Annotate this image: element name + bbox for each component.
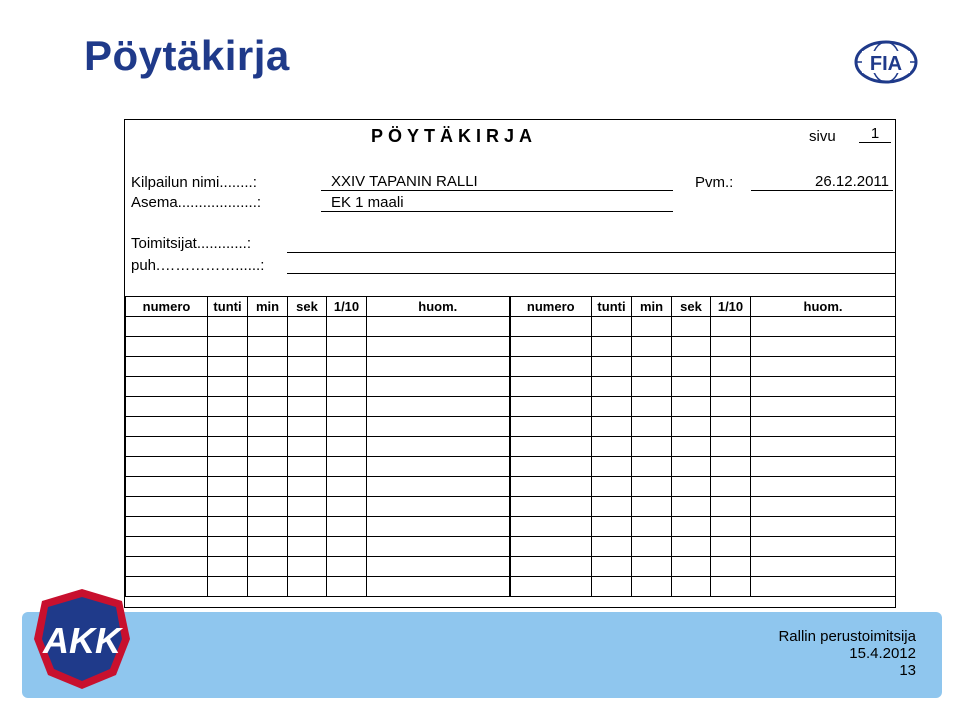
table-cell: [208, 417, 248, 437]
table-cell: [126, 397, 208, 417]
table-cell: [327, 557, 367, 577]
table-cell: [711, 537, 751, 557]
table-cell: [672, 317, 711, 337]
table-row: [126, 577, 896, 597]
page-label: sivu: [809, 128, 836, 145]
table-cell: [592, 577, 632, 597]
table-cell: [510, 317, 592, 337]
table-cell: [592, 417, 632, 437]
table-row: [126, 377, 896, 397]
table-cell: [751, 577, 896, 597]
table-cell: [248, 577, 288, 597]
table-cell: [711, 337, 751, 357]
table-cell: [367, 317, 510, 337]
table-cell: [367, 337, 510, 357]
table-row: [126, 437, 896, 457]
table-cell: [327, 437, 367, 457]
table-cell: [288, 497, 327, 517]
table-cell: [510, 517, 592, 537]
fia-logo-text: FIA: [869, 53, 903, 75]
phone-line: [287, 273, 895, 274]
station-value: EK 1 maali: [321, 194, 673, 212]
table-cell: [248, 497, 288, 517]
column-header: tunti: [208, 297, 248, 317]
table-cell: [248, 317, 288, 337]
table-cell: [751, 337, 896, 357]
table-cell: [632, 557, 672, 577]
footer-course-title: Rallin perustoimitsija: [778, 628, 916, 645]
table-cell: [126, 437, 208, 457]
table-cell: [288, 357, 327, 377]
table-row: [126, 497, 896, 517]
table-cell: [288, 517, 327, 537]
table-cell: [126, 557, 208, 577]
table-cell: [592, 437, 632, 457]
table-cell: [592, 457, 632, 477]
table-cell: [248, 397, 288, 417]
table-cell: [672, 437, 711, 457]
table-cell: [126, 517, 208, 537]
table-cell: [327, 577, 367, 597]
page-value: 1: [859, 125, 891, 143]
table-cell: [327, 377, 367, 397]
table-cell: [711, 417, 751, 437]
table-cell: [751, 377, 896, 397]
table-cell: [367, 557, 510, 577]
table-cell: [288, 577, 327, 597]
event-name-value: XXIV TAPANIN RALLI: [321, 173, 673, 191]
table-cell: [208, 317, 248, 337]
table-cell: [288, 317, 327, 337]
table-cell: [248, 417, 288, 437]
table-cell: [248, 377, 288, 397]
table-cell: [632, 397, 672, 417]
column-header: min: [248, 297, 288, 317]
table-cell: [510, 437, 592, 457]
table-cell: [711, 517, 751, 537]
table-cell: [592, 517, 632, 537]
slide-title: Pöytäkirja: [84, 32, 290, 79]
table-cell: [632, 377, 672, 397]
table-cell: [672, 397, 711, 417]
table-cell: [327, 517, 367, 537]
table-row: [126, 517, 896, 537]
table-cell: [632, 357, 672, 377]
table-row: [126, 557, 896, 577]
table-cell: [327, 537, 367, 557]
table-cell: [711, 377, 751, 397]
column-header: huom.: [367, 297, 510, 317]
table-cell: [751, 317, 896, 337]
table-cell: [672, 337, 711, 357]
table-cell: [711, 477, 751, 497]
table-cell: [208, 477, 248, 497]
table-cell: [327, 337, 367, 357]
table-cell: [510, 477, 592, 497]
table-cell: [126, 417, 208, 437]
column-header: numero: [126, 297, 208, 317]
table-cell: [672, 417, 711, 437]
table-cell: [711, 497, 751, 517]
table-row: [126, 337, 896, 357]
table-cell: [367, 437, 510, 457]
table-cell: [327, 477, 367, 497]
table-cell: [208, 577, 248, 597]
table-cell: [751, 517, 896, 537]
column-header: huom.: [751, 297, 896, 317]
table-cell: [510, 377, 592, 397]
table-cell: [288, 457, 327, 477]
table-cell: [248, 477, 288, 497]
table-cell: [248, 437, 288, 457]
table-cell: [208, 357, 248, 377]
table-cell: [208, 437, 248, 457]
table-cell: [288, 537, 327, 557]
table-cell: [592, 317, 632, 337]
table-cell: [126, 477, 208, 497]
table-cell: [751, 477, 896, 497]
table-cell: [288, 437, 327, 457]
table-cell: [751, 537, 896, 557]
table-cell: [208, 337, 248, 357]
table-cell: [367, 577, 510, 597]
table-cell: [592, 377, 632, 397]
footer-text: [778, 628, 916, 679]
table-cell: [510, 577, 592, 597]
table-cell: [751, 437, 896, 457]
date-value: 26.12.2011: [751, 173, 893, 191]
table-row: [126, 457, 896, 477]
footer-date: 15.4.2012: [849, 645, 916, 662]
table-cell: [632, 317, 672, 337]
table-cell: [672, 577, 711, 597]
table-cell: [288, 557, 327, 577]
table-body: [126, 317, 896, 597]
table-cell: [126, 317, 208, 337]
phone-label: puh.……………......:: [131, 257, 265, 274]
column-header: sek: [288, 297, 327, 317]
table-cell: [632, 457, 672, 477]
table-cell: [126, 577, 208, 597]
table-cell: [751, 497, 896, 517]
table-cell: [126, 497, 208, 517]
table-cell: [632, 577, 672, 597]
table-cell: [510, 457, 592, 477]
table-cell: [632, 497, 672, 517]
table-cell: [510, 557, 592, 577]
table-cell: [248, 557, 288, 577]
table-cell: [208, 497, 248, 517]
table-cell: [672, 457, 711, 477]
column-header: tunti: [592, 297, 632, 317]
table-row: [126, 477, 896, 497]
table-cell: [248, 357, 288, 377]
table-cell: [632, 537, 672, 557]
table-cell: [751, 557, 896, 577]
table-cell: [288, 337, 327, 357]
table-cell: [126, 377, 208, 397]
table-cell: [672, 477, 711, 497]
column-header: numero: [510, 297, 592, 317]
table-cell: [367, 377, 510, 397]
table-cell: [288, 417, 327, 437]
table-cell: [510, 357, 592, 377]
table-cell: [751, 417, 896, 437]
table-cell: [632, 437, 672, 457]
akk-logo-text: AKK: [43, 620, 121, 661]
table-cell: [126, 457, 208, 477]
table-cell: [711, 317, 751, 337]
table-cell: [592, 397, 632, 417]
table-cell: [672, 517, 711, 537]
table-cell: [327, 397, 367, 417]
table-cell: [592, 477, 632, 497]
table-cell: [592, 537, 632, 557]
table-cell: [711, 357, 751, 377]
table-cell: [592, 337, 632, 357]
table-cell: [672, 537, 711, 557]
table-cell: [367, 537, 510, 557]
footer-page-number: 13: [899, 662, 916, 679]
table-cell: [367, 357, 510, 377]
table-row: [126, 397, 896, 417]
station-label: Asema...................:: [131, 194, 262, 211]
table-cell: [592, 357, 632, 377]
table-cell: [751, 397, 896, 417]
table-cell: [632, 337, 672, 357]
table-cell: [711, 557, 751, 577]
table-cell: [672, 377, 711, 397]
fia-logo: [854, 40, 918, 84]
table-cell: [126, 337, 208, 357]
officials-line: [287, 252, 895, 253]
akk-logo: [30, 587, 134, 691]
table-cell: [510, 497, 592, 517]
officials-label: Toimitsijat............:: [131, 235, 252, 252]
table-cell: [711, 457, 751, 477]
table-cell: [672, 497, 711, 517]
table-cell: [672, 557, 711, 577]
table-row: [126, 417, 896, 437]
table-cell: [126, 357, 208, 377]
table-cell: [367, 417, 510, 437]
table-cell: [208, 377, 248, 397]
column-header: 1/10: [711, 297, 751, 317]
table-cell: [711, 397, 751, 417]
table-cell: [367, 397, 510, 417]
table-cell: [672, 357, 711, 377]
table-cell: [510, 417, 592, 437]
table-cell: [510, 397, 592, 417]
table-cell: [632, 417, 672, 437]
event-name-label: Kilpailun nimi........:: [131, 174, 257, 191]
table-cell: [208, 397, 248, 417]
table-cell: [367, 457, 510, 477]
form-image: [124, 119, 896, 608]
table-cell: [208, 537, 248, 557]
table-header-row: [126, 297, 896, 317]
column-header: min: [632, 297, 672, 317]
table-cell: [367, 517, 510, 537]
table-row: [126, 317, 896, 337]
table-row: [126, 537, 896, 557]
table-cell: [327, 497, 367, 517]
table-cell: [288, 477, 327, 497]
table-cell: [632, 517, 672, 537]
table-cell: [248, 517, 288, 537]
table-cell: [711, 577, 751, 597]
table-cell: [327, 457, 367, 477]
table-cell: [751, 357, 896, 377]
column-header: sek: [672, 297, 711, 317]
table-cell: [510, 337, 592, 357]
table-cell: [367, 497, 510, 517]
table-cell: [510, 537, 592, 557]
table-cell: [126, 537, 208, 557]
times-table: [125, 296, 896, 597]
table-cell: [592, 557, 632, 577]
table-cell: [367, 477, 510, 497]
table-cell: [327, 357, 367, 377]
table-cell: [208, 457, 248, 477]
table-cell: [248, 337, 288, 357]
date-label: Pvm.:: [695, 174, 734, 191]
table-cell: [288, 377, 327, 397]
table-cell: [208, 517, 248, 537]
table-cell: [208, 557, 248, 577]
table-cell: [327, 417, 367, 437]
form-title: PÖYTÄKIRJA: [371, 126, 538, 146]
table-row: [126, 357, 896, 377]
table-cell: [592, 497, 632, 517]
table-cell: [248, 537, 288, 557]
table-cell: [632, 477, 672, 497]
column-header: 1/10: [327, 297, 367, 317]
table-cell: [751, 457, 896, 477]
table-cell: [248, 457, 288, 477]
table-cell: [711, 437, 751, 457]
table-cell: [288, 397, 327, 417]
table-cell: [327, 317, 367, 337]
